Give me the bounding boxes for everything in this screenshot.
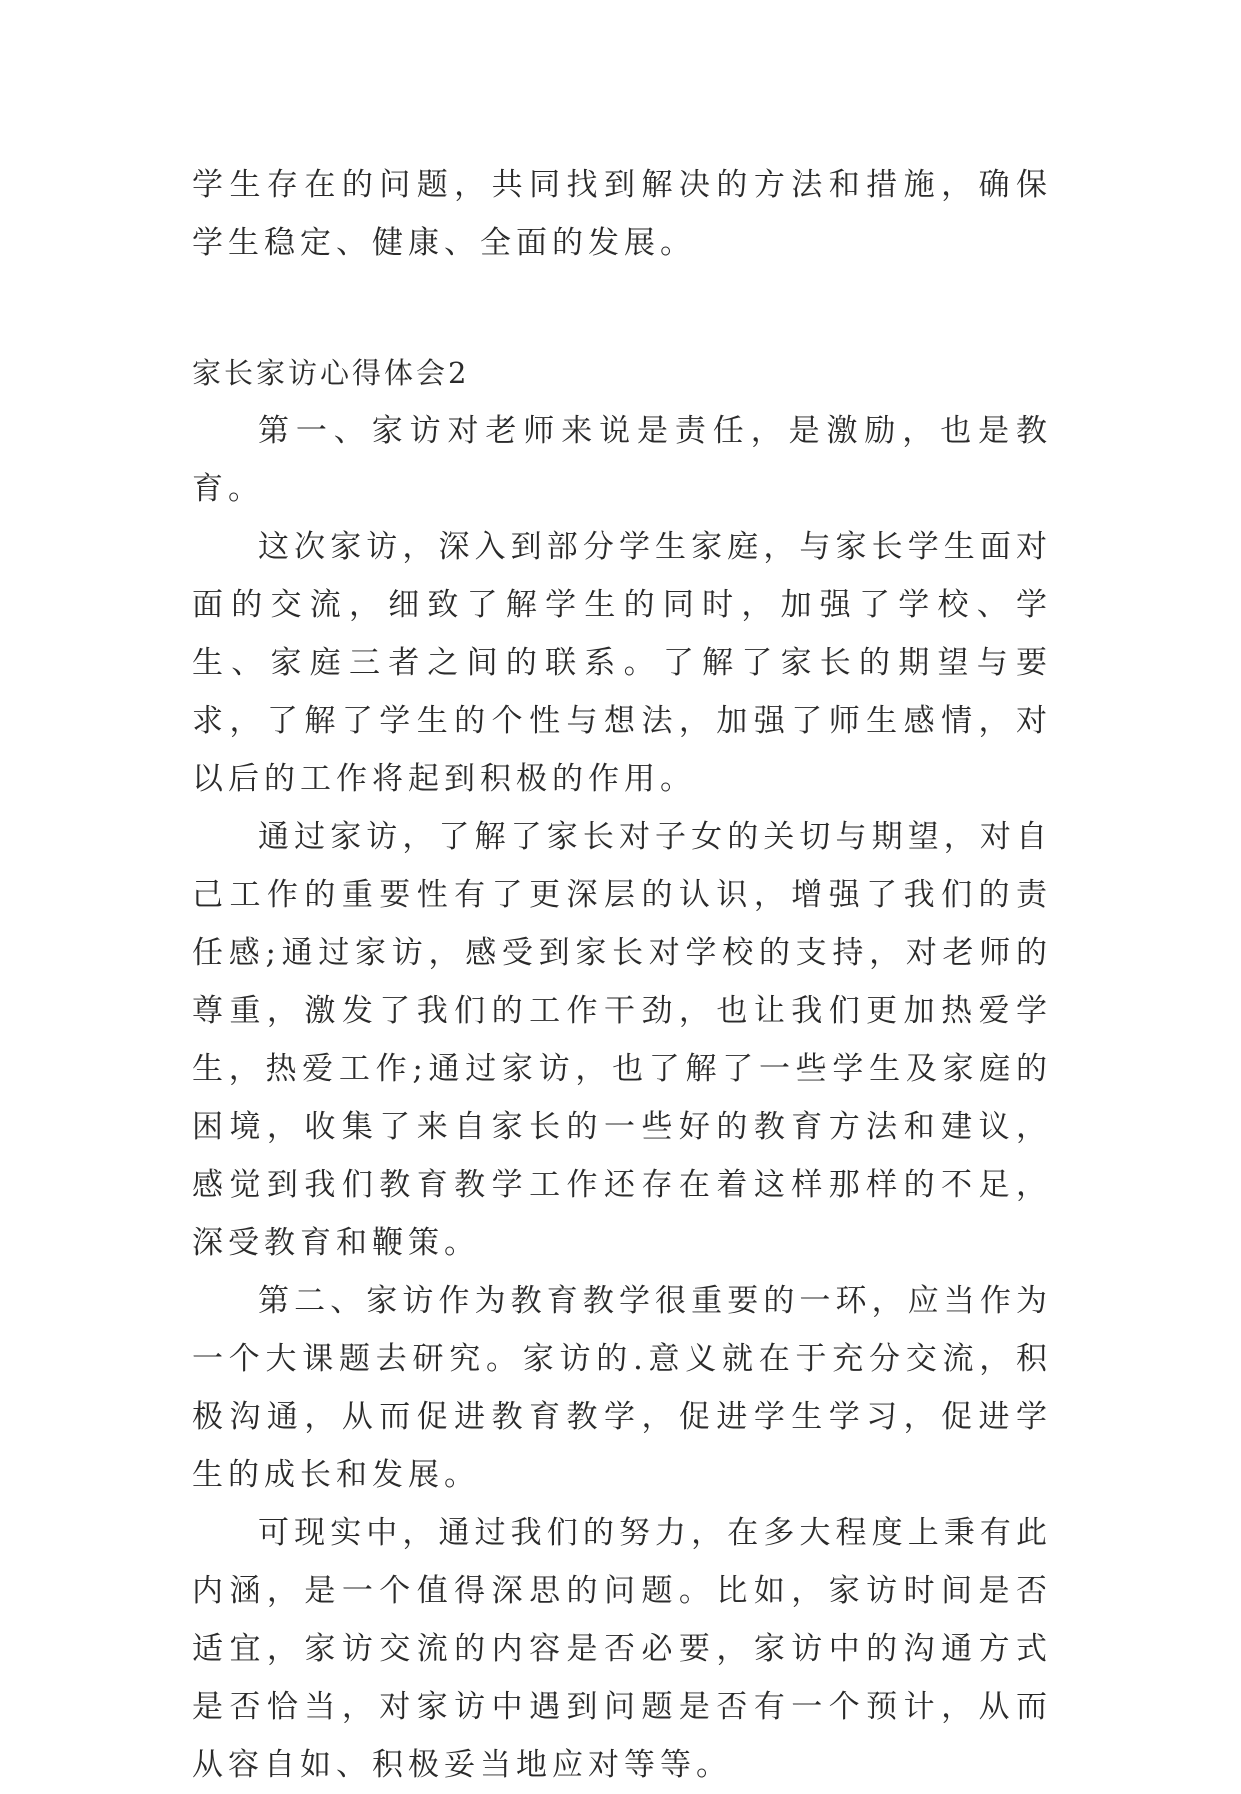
paragraph-5: 可现实中，通过我们的努力，在多大程度上秉有此内涵，是一个值得深思的问题。比如，家访时间是否适宜，家访交流的内容是否必要，家访中的沟通方式是否恰当，对家访中遇到问题是否有一个预计，从而从容自如、积极妥当地应对等等。 bbox=[192, 1515, 1052, 1783]
paragraph-1: 第一、家访对老师来说是责任，是激励，也是教育。 bbox=[192, 413, 1052, 507]
paragraph-4: 第二、家访作为教育教学很重要的一环，应当作为一个大课题去研究。家访的.意义就在于充分交流，积极沟通，从而促进教育教学，促进学生学习，促进学生的成长和发展。 bbox=[192, 1283, 1052, 1493]
paragraph-2: 这次家访，深入到部分学生家庭，与家长学生面对面的交流，细致了解学生的同时，加强了学校、学生、家庭三者之间的联系。了解了家长的期望与要求，了解了学生的个性与想法，加强了师生感情，对以后的工作将起到积极的作用。 bbox=[192, 529, 1052, 797]
paragraph-3: 通过家访，了解了家长对子女的关切与期望，对自己工作的重要性有了更深层的认识，增强了我们的责任感;通过家访，感受到家长对学校的支持，对老师的尊重，激发了我们的工作干劲，也让我们更加热爱学生，热爱工作;通过家访，也了解了一些学生及家庭的困境，收集了来自家长的一些好的教育方法和建议，感觉到我们教育教学工作还存在着这样那样的不足，深受教育和鞭策。 bbox=[192, 819, 1052, 1261]
section-title: 家长家访心得体会2 bbox=[192, 356, 470, 390]
continuation-paragraph: 学生存在的问题，共同找到解决的方法和措施，确保学生稳定、健康、全面的发展。 bbox=[192, 167, 1052, 261]
document-body bbox=[192, 156, 1052, 1794]
